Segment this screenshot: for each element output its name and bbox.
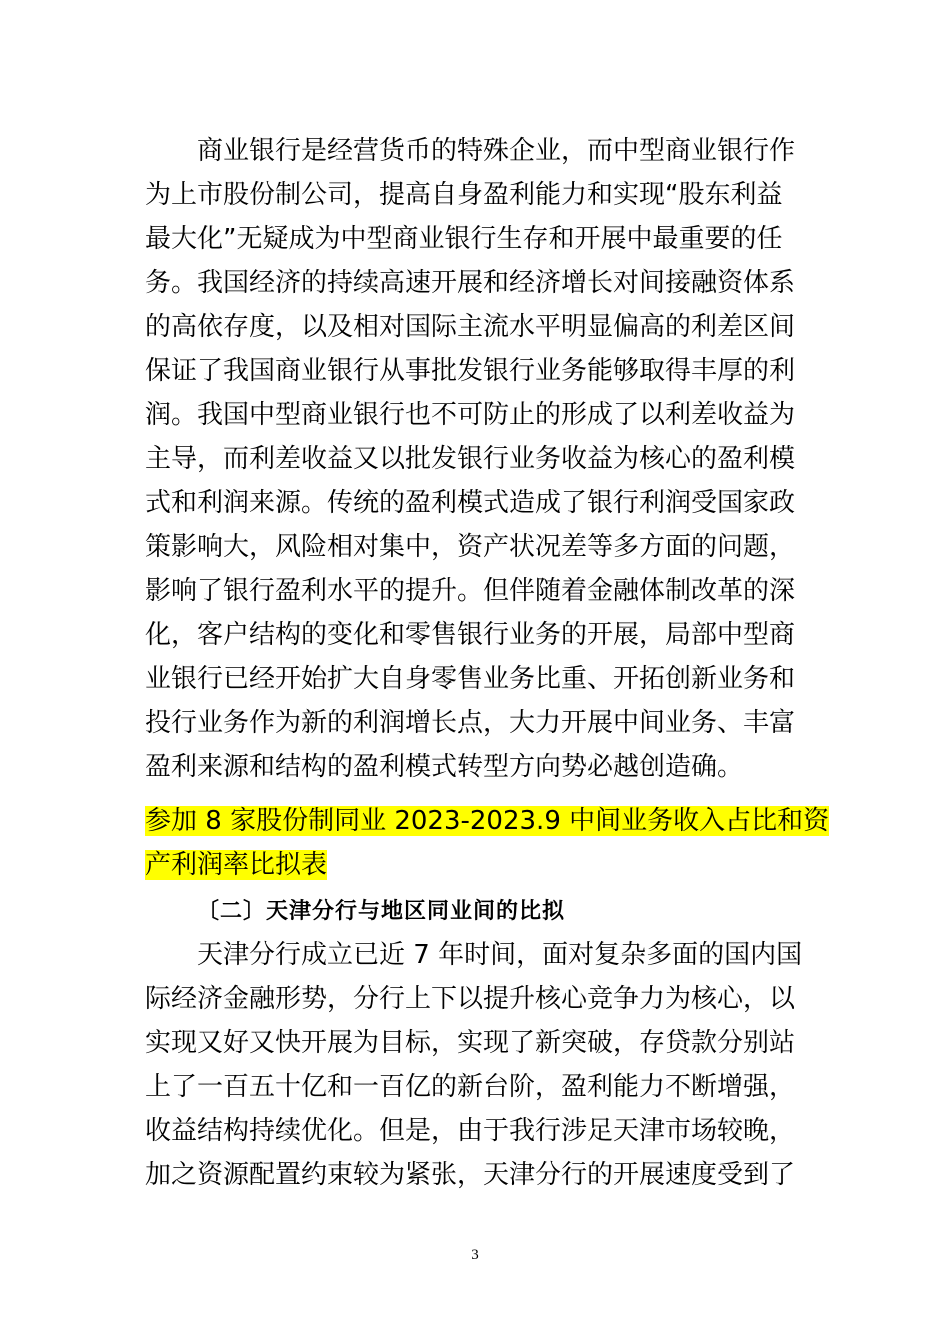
highlight-caption-line — [145, 847, 327, 883]
paragraph1-line: 化，客户结构的变化和零售银行业务的开展，局部中型商 — [145, 620, 796, 650]
paragraph1-line: 业银行已经开始扩大自身零售业务比重、开拓创新业务和 — [145, 664, 796, 694]
highlight-text: 参加 8 家股份制同业 2023-2023.9 中间业务收入占比和资 — [145, 806, 830, 836]
paragraph1-line: 主导，而利差收益又以批发银行业务收益为核心的盈利模 — [145, 444, 796, 474]
paragraph1-line: 最大化”无疑成为中型商业银行生存和开展中最重要的任 — [145, 224, 783, 254]
paragraph1-line: 影响了银行盈利水平的提升。但伴随着金融体制改革的深 — [145, 576, 796, 606]
paragraph1-line: 的高依存度，以及相对国际主流水平明显偏高的利差区间 — [145, 312, 796, 342]
paragraph1-line: 盈利来源和结构的盈利模式转型方向势必越创造确。 — [145, 752, 744, 782]
paragraph1-line: 为上市股份制公司，提高自身盈利能力和实现“股东利益 — [145, 180, 783, 210]
paragraph2-line: 天津分行成立已近 7 年时间，面对复杂多面的国内国 — [145, 940, 803, 970]
paragraph1-line: 务。我国经济的持续高速开展和经济增长对间接融资体系 — [145, 268, 796, 298]
paragraph2-line: 实现又好又快开展为目标，实现了新突破，存贷款分别站 — [145, 1028, 796, 1058]
paragraph2-line: 收益结构持续优化。但是，由于我行涉足天津市场较晚， — [145, 1116, 796, 1146]
page-number: 3 — [471, 1247, 479, 1263]
paragraph1-line: 投行业务作为新的利润增长点，大力开展中间业务、丰富 — [145, 708, 796, 738]
highlight-text: 产利润率比拟表 — [145, 850, 328, 880]
paragraph1-line: 保证了我国商业银行从事批发银行业务能够取得丰厚的利 — [145, 356, 796, 386]
paragraph2-line: 际经济金融形势，分行上下以提升核心竞争力为核心，以 — [145, 984, 796, 1014]
paragraph1-line: 润。我国中型商业银行也不可防止的形成了以利差收益为 — [145, 400, 796, 430]
paragraph1-line: 商业银行是经营货币的特殊企业，而中型商业银行作 — [145, 136, 796, 166]
paragraph2-line: 上了一百五十亿和一百亿的新台阶，盈利能力不断增强， — [145, 1072, 796, 1102]
paragraph1-line: 式和利润来源。传统的盈利模式造成了银行利润受国家政 — [145, 488, 796, 518]
paragraph1-line: 策影响大，风险相对集中，资产状况差等多方面的问题， — [145, 532, 796, 562]
section-heading: 〔二〕天津分行与地区同业间的比拟 — [197, 898, 566, 924]
highlight-caption-line — [145, 803, 829, 839]
paragraph2-line: 加之资源配置约束较为紧张，天津分行的开展速度受到了 — [145, 1160, 796, 1190]
